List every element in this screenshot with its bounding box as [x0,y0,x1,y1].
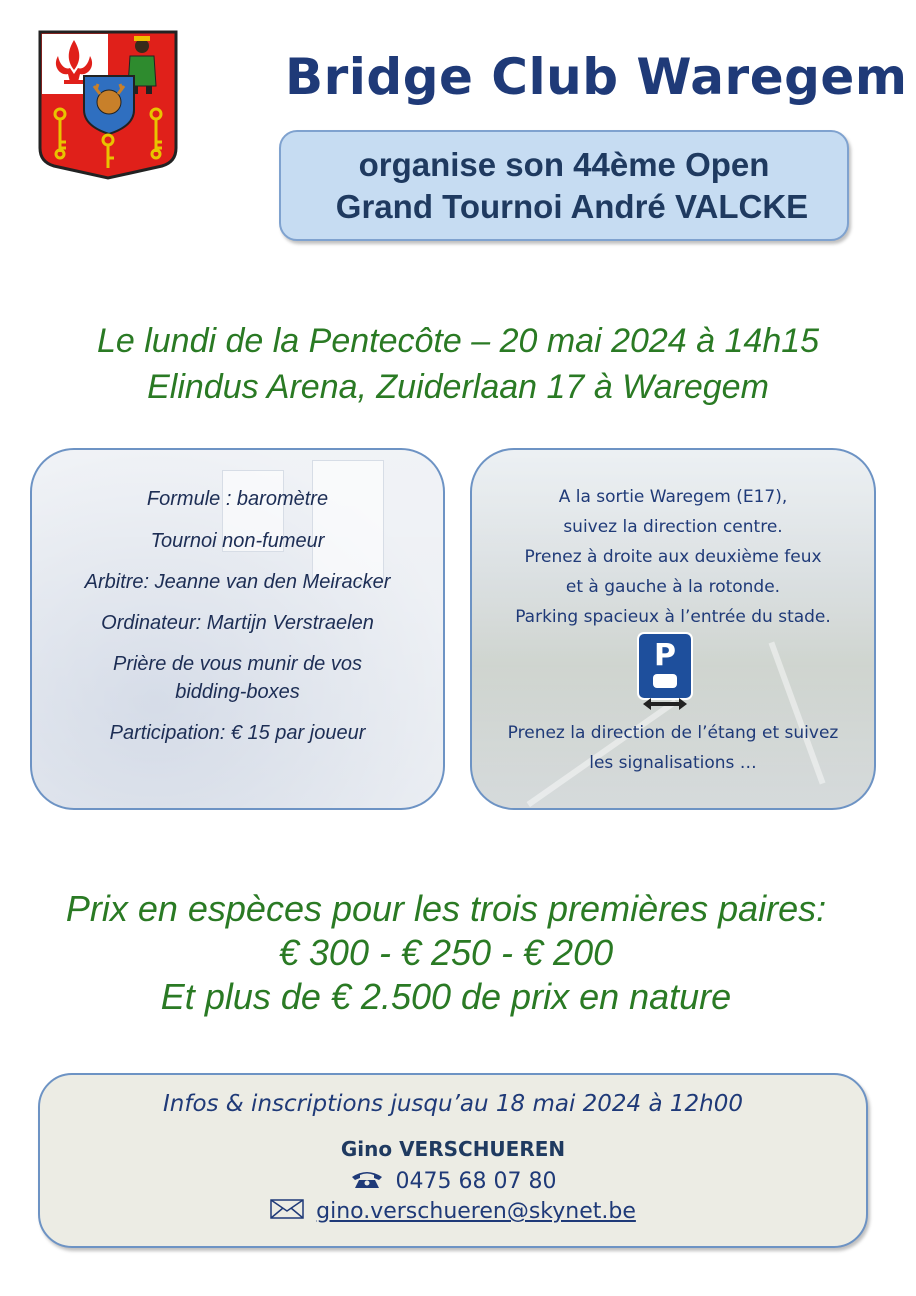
parking-sign-icon [637,632,693,712]
event-title-box [279,130,849,241]
info-formula: Formule : baromètre [146,488,329,510]
prize-heading: Prix en espèces pour les trois premières paires: [65,888,827,929]
info-computer: Ordinateur: Martijn Verstraelen [101,612,374,634]
contact-email-row [40,1199,866,1225]
directions-text-after [472,718,874,778]
event-date: Le lundi de la Pentecôte – 20 mai 2024 à 14h15 [96,322,820,360]
info-participation-fee: Participation: € 15 par joueur [109,722,366,744]
envelope-icon [270,1199,304,1225]
directions-line: A la sortie Waregem (E17), [558,487,788,507]
directions-line: Prenez la direction de l’étang et suivez [507,723,839,743]
contact-email-link[interactable]: gino.verschueren@skynet.be [316,1199,636,1224]
contact-heading: Infos & inscriptions jusqu’au 18 mai 2024 à 12h00 [162,1091,744,1117]
prize-in-kind: Et plus de € 2.500 de prix en nature [160,976,732,1017]
contact-name: Gino VERSCHUEREN [340,1137,566,1161]
directions-panel [470,448,876,810]
info-bidding-boxes-line2: bidding-boxes [175,681,300,703]
tournament-info-panel [30,448,445,810]
info-non-smoking: Tournoi non-fumeur [150,530,325,552]
background-window [312,460,384,582]
directions-text [472,482,874,632]
telephone-icon [350,1169,384,1195]
event-venue: Elindus Arena, Zuiderlaan 17 à Waregem [147,368,769,406]
event-title-line2: Grand Tournoi André VALCKE [335,188,809,225]
directions-line: Parking spacieux à l’entrée du stade. [515,607,831,627]
coat-of-arms [38,30,178,180]
prize-amounts: € 300 - € 250 - € 200 [278,932,614,973]
directions-line: Prenez à droite aux deuxième feux [524,547,822,567]
parking-sign-letter: P [654,638,676,673]
contact-phone-row [40,1169,866,1195]
info-bidding-boxes-line1: Prière de vous munir de vos [112,653,362,675]
club-title: Bridge Club Waregem [285,48,908,106]
contact-box [38,1073,868,1248]
directions-line: suivez la direction centre. [563,517,783,537]
info-referee: Arbitre: Jeanne van den Meiracker [84,571,391,593]
contact-phone[interactable]: 0475 68 07 80 [395,1169,557,1194]
directions-line: et à gauche à la rotonde. [565,577,781,597]
event-title-line1: organise son 44ème Open [358,146,770,183]
directions-line: les signalisations … [589,753,757,773]
